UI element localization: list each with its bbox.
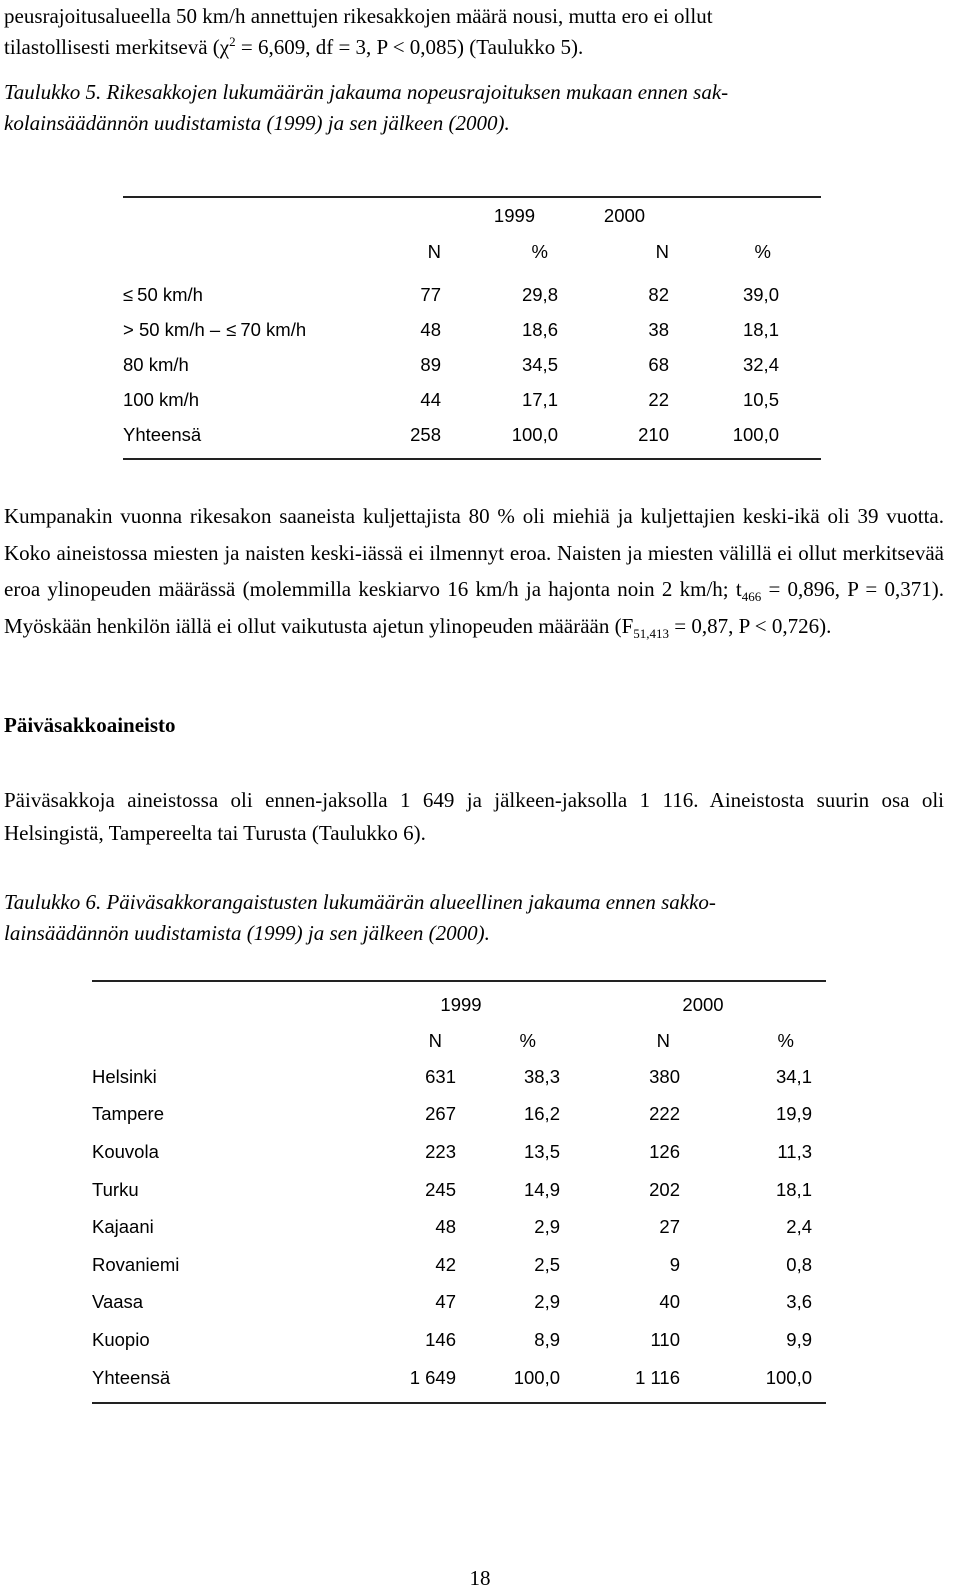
table6-col-pct-2000: % [777, 1030, 794, 1051]
table6-year-2000: 2000 [682, 994, 724, 1015]
table5-n-1999: 89 [420, 353, 441, 375]
table5-caption-line-2: kolainsäädännön uudistamista (1999) ja sen jälkeen (2000). [4, 111, 510, 135]
table-row [92, 1208, 826, 1246]
table5-pct-2000: 10,5 [742, 388, 779, 410]
table5-pct-1999: 17,1 [521, 388, 558, 410]
table-row [123, 278, 821, 313]
table5-n-2000: 210 [638, 423, 669, 445]
table5-row-label: > 50 km/h – ≤ 70 km/h [123, 319, 307, 341]
table6-row-label: Kuopio [92, 1328, 150, 1350]
table5 [123, 196, 821, 460]
table6-pct-1999: 13,5 [523, 1140, 560, 1162]
table6-n-2000: 126 [649, 1140, 680, 1162]
table6-row-label: Rovaniemi [92, 1253, 180, 1275]
table6-n-1999: 47 [435, 1291, 456, 1313]
table6-n-1999: 48 [435, 1216, 456, 1238]
table5-year-row [123, 197, 821, 234]
table5-col-n-1999: N [427, 241, 441, 262]
table6-pct-2000: 34,1 [775, 1065, 812, 1087]
table-row [123, 348, 821, 383]
table-row [92, 1321, 826, 1359]
table5-row-label: 80 km/h [123, 353, 189, 375]
table5-n-2000: 22 [648, 388, 669, 410]
t-subscript: 466 [741, 589, 762, 605]
table6-n-1999: 42 [435, 1253, 456, 1275]
table6-n-1999: 1 649 [409, 1366, 456, 1388]
table6-row-label: Vaasa [92, 1291, 144, 1313]
table5-row-label: ≤ 50 km/h [123, 284, 203, 306]
intro-line-1: peusrajoitusalueella 50 km/h annettujen rikesakkojen määrä nousi, mutta ero ei ollut [4, 4, 713, 28]
table6-n-1999: 245 [425, 1178, 456, 1200]
table5-n-2000: 68 [648, 353, 669, 375]
table6-pct-2000: 19,9 [775, 1103, 812, 1125]
table-row [92, 1058, 826, 1096]
intro-line-2 [4, 32, 944, 63]
table5-pct-1999: 100,0 [511, 423, 558, 445]
table6-pct-1999: 2,9 [534, 1291, 560, 1313]
table-row [123, 417, 821, 459]
table6-row-label: Kajaani [92, 1216, 154, 1238]
table6-year-row [92, 981, 826, 1024]
intro-text-a: tilastollisesti merkitsevä (χ [4, 35, 230, 59]
table5-col-n-2000: N [655, 241, 669, 262]
table-row [92, 1133, 826, 1171]
table6-pct-2000: 0,8 [786, 1253, 812, 1275]
table-row [92, 1171, 826, 1209]
table5-pct-1999: 18,6 [521, 319, 558, 341]
table-row [92, 1096, 826, 1134]
table6-pct-2000: 2,4 [786, 1216, 812, 1238]
table6-col-pct-1999: % [519, 1030, 536, 1051]
table-row [92, 1246, 826, 1284]
table5-n-2000: 82 [648, 284, 669, 306]
table5-year-2000: 2000 [603, 205, 646, 226]
table6-year-1999: 1999 [440, 994, 482, 1015]
body-paragraph-2: Päiväsakkoja aineistossa oli ennen-jaksolla 1 649 ja jälkeen-jaksolla 1 116. Aineistosta suurin osa oli Helsingistä, Tampereelta tai Turusta (Taulukko 6). [4, 788, 944, 845]
table6-col-n-1999: N [428, 1030, 442, 1051]
table5-pct-1999: 34,5 [521, 353, 558, 375]
table6-n-2000: 40 [659, 1291, 680, 1313]
table5-pct-1999: 29,8 [521, 284, 558, 306]
table-row [92, 1284, 826, 1322]
less-or-equal-icon: ≤ [123, 284, 134, 306]
table6-caption-line-2: lainsäädännön uudistamista (1999) ja sen jälkeen (2000). [4, 921, 490, 945]
table5-n-1999: 77 [420, 284, 441, 306]
table6-n-2000: 1 116 [635, 1366, 680, 1388]
table6-pct-2000: 11,3 [777, 1140, 812, 1162]
table6-pct-1999: 2,5 [534, 1253, 560, 1275]
table6-n-1999: 223 [425, 1140, 456, 1162]
table6-column-header-row [92, 1024, 826, 1058]
table6-n-1999: 631 [425, 1065, 456, 1087]
page-number: 18 [469, 1566, 491, 1590]
body-paragraph-1: Kumpanakin vuonna rikesakon saaneista kuljettajista 80 % oli miehiä ja kuljettajien keski-ikä oli 39 vuotta. Koko aineistossa miesten ja naisten keski-iässä ei ilmennyt eroa. Naisten ja miesten välillä ei ollut merkitsevää eroa ylinopeuden määrässä (molemmilla keskiarvo 16 km/h ja hajonta noin 2 km/h; $t_{466} = 0,896$, P = 0,371). Myöskään henkilön iällä ei ollut vaikutusta ajetun ylinopeuden määrään ($F_{51,413} = 0,87$, P < 0,726). [4, 504, 944, 641]
intro-text-b: = 6,609, df = 3, P < 0,085) (Taulukko 5). [235, 35, 584, 59]
table6-pct-2000: 9,9 [786, 1328, 812, 1350]
table5-column-header-row [123, 234, 821, 278]
table-row [123, 382, 821, 417]
table5-year-1999: 1999 [493, 205, 536, 226]
table6-pct-1999: 14,9 [523, 1178, 560, 1200]
table6-n-1999: 146 [425, 1328, 456, 1350]
table6-n-2000: 110 [650, 1328, 680, 1350]
table6-n-2000: 380 [649, 1065, 680, 1087]
table6-caption [4, 887, 944, 949]
table6-row-label: Turku [92, 1178, 139, 1200]
table6-pct-1999: 8,9 [534, 1328, 560, 1350]
table-row [92, 1359, 826, 1404]
table6-row-label: Helsinki [92, 1065, 157, 1087]
intro-paragraph [4, 1, 944, 63]
table5-pct-2000: 18,1 [742, 319, 779, 341]
table6-n-2000: 9 [669, 1253, 680, 1275]
f-subscript: 51,413 [633, 625, 670, 641]
table6-row-label: Yhteensä [92, 1366, 171, 1388]
table6-row-label: Tampere [92, 1103, 164, 1125]
table5-row-label: Yhteensä [123, 423, 202, 445]
table6-n-2000: 202 [649, 1178, 680, 1200]
chi-superscript: 2 [229, 34, 236, 49]
table5-caption-line-1: Taulukko 5. Rikesakkojen lukumäärän jakauma nopeusrajoituksen mukaan ennen sak- [4, 80, 729, 104]
table6-pct-2000: 18,1 [775, 1178, 812, 1200]
table5-n-1999: 258 [410, 423, 441, 445]
table5-n-1999: 48 [420, 319, 441, 341]
table6-pct-1999: 2,9 [534, 1216, 560, 1238]
table5-col-pct-1999: % [531, 241, 548, 262]
table5-n-1999: 44 [420, 388, 441, 410]
table6-n-2000: 27 [659, 1216, 680, 1238]
table6-caption-line-1: Taulukko 6. Päiväsakkorangaistusten lukumäärän alueellinen jakauma ennen sakko- [4, 890, 716, 914]
section-heading: Päiväsakkoaineisto [4, 713, 176, 737]
table5-n-2000: 38 [648, 319, 669, 341]
table6-pct-2000: 100,0 [765, 1366, 812, 1388]
table5-col-pct-2000: % [754, 241, 771, 262]
table5-row-label: 100 km/h [123, 388, 200, 410]
table6-pct-1999: 100,0 [513, 1366, 560, 1388]
table6-pct-1999: 16,2 [523, 1103, 560, 1125]
table6-col-n-2000: N [656, 1030, 670, 1051]
table5-pct-2000: 32,4 [742, 353, 779, 375]
table5-pct-2000: 39,0 [742, 284, 779, 306]
table6 [92, 980, 826, 1404]
table-row [123, 313, 821, 348]
less-or-equal-icon: ≤ [226, 319, 237, 341]
table5-pct-2000: 100,0 [732, 423, 779, 445]
table6-n-1999: 267 [425, 1103, 456, 1125]
table6-row-label: Kouvola [92, 1140, 159, 1162]
table6-pct-2000: 3,6 [786, 1291, 812, 1313]
table6-n-2000: 222 [649, 1103, 680, 1125]
table5-caption [4, 77, 944, 139]
table6-pct-1999: 38,3 [523, 1065, 560, 1087]
